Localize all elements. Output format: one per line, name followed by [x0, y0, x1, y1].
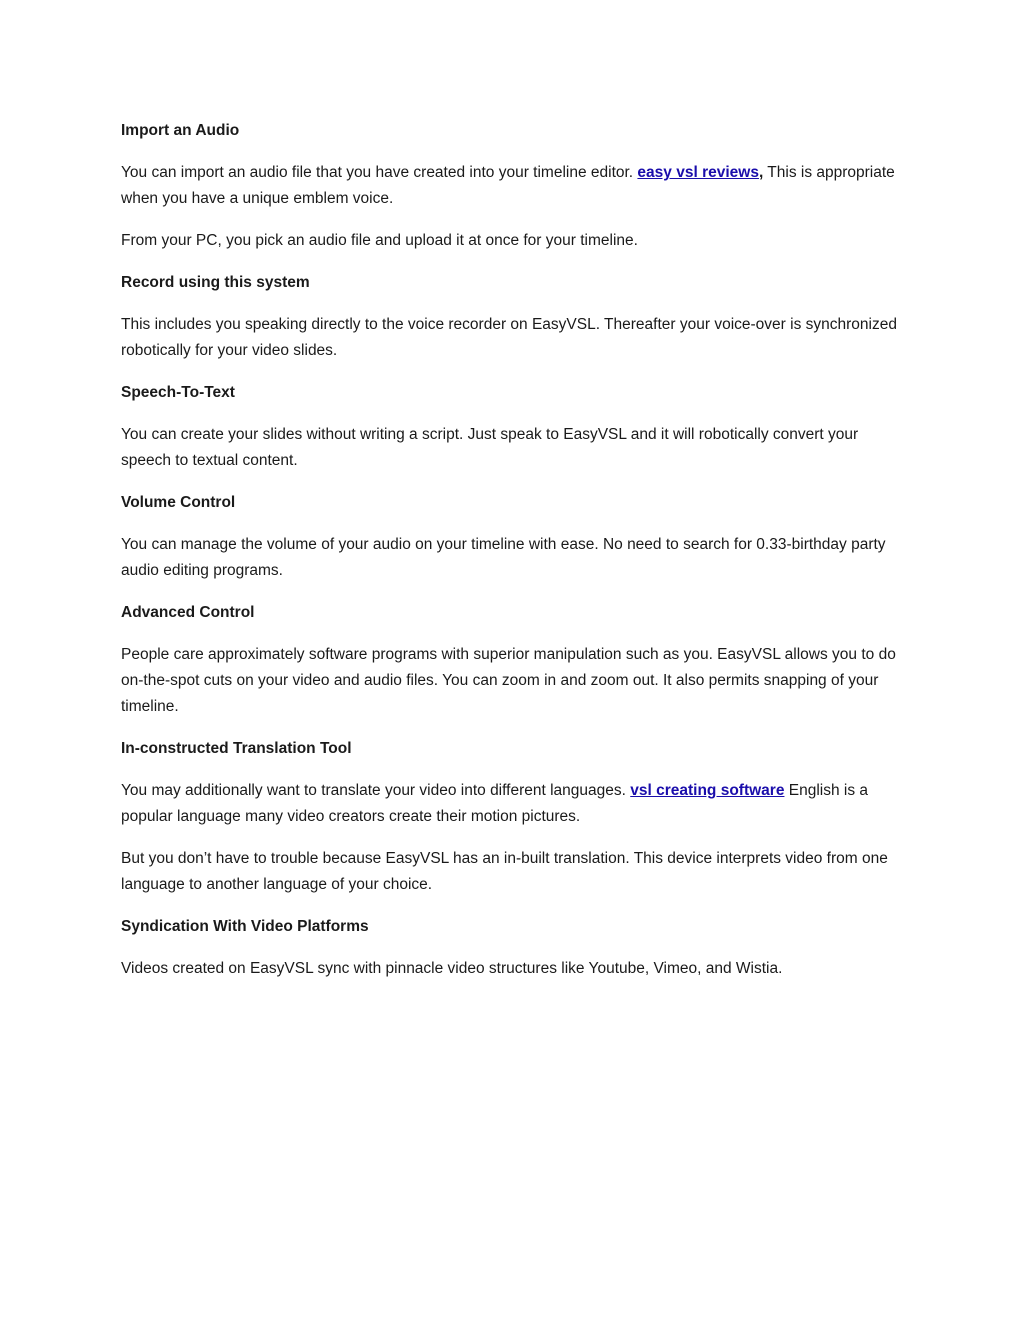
- paragraph-speech-to-text: You can create your slides without writing a script. Just speak to EasyVSL and it will robotically convert your speech to textual content.: [121, 426, 859, 469]
- section-heading-translation-tool: In-constructed Translation Tool: [121, 740, 352, 757]
- section-heading-record: Record using this system: [121, 274, 310, 291]
- paragraph-syndication: Videos created on EasyVSL sync with pinnacle video structures like Youtube, Vimeo, and Wistia.: [121, 960, 783, 977]
- paragraph-text: You can import an audio file that you have created into your timeline editor.: [121, 164, 638, 181]
- paragraph-text: You may additionally want to translate your video into different languages.: [121, 782, 631, 799]
- paragraph-text: This is appropriate when you have a unique emblem voice.: [121, 164, 895, 207]
- paragraph-translation-tool: [121, 778, 911, 830]
- section-heading-speech-to-text: Speech-To-Text: [121, 384, 235, 401]
- paragraph-record: This includes you speaking directly to the voice recorder on EasyVSL. Thereafter your voice-over is synchronized robotically for your video slides.: [121, 316, 897, 359]
- easy-vsl-reviews-link[interactable]: easy vsl reviews: [637, 164, 759, 181]
- vsl-creating-software-link[interactable]: vsl creating software: [630, 782, 785, 799]
- paragraph-import-audio: [121, 160, 911, 212]
- section-heading-volume-control: Volume Control: [121, 494, 236, 511]
- paragraph-text: English is a popular language many video creators create their motion pictures.: [121, 782, 869, 825]
- document-page: [121, 118, 911, 998]
- paragraph-in-built-translation: But you don’t have to trouble because EasyVSL has an in-built translation. This device interprets video from one language to another language of your choice.: [121, 850, 888, 893]
- section-heading-syndication: Syndication With Video Platforms: [121, 918, 369, 935]
- paragraph-advanced-control: People care approximately software programs with superior manipulation such as you. EasyVSL allows you to do on-the-spot cuts on your video and audio files. You can zoom in and zoom out. It also permits snapping of your timeline.: [121, 646, 896, 715]
- section-heading-advanced-control: Advanced Control: [121, 604, 255, 621]
- paragraph-text: ,: [758, 164, 764, 181]
- paragraph-upload-from-pc: From your PC, you pick an audio file and upload it at once for your timeline.: [121, 232, 638, 249]
- section-heading-import-audio: Import an Audio: [121, 122, 240, 139]
- paragraph-volume-control: You can manage the volume of your audio on your timeline with ease. No need to search for 0.33-birthday party audio editing programs.: [121, 536, 886, 579]
